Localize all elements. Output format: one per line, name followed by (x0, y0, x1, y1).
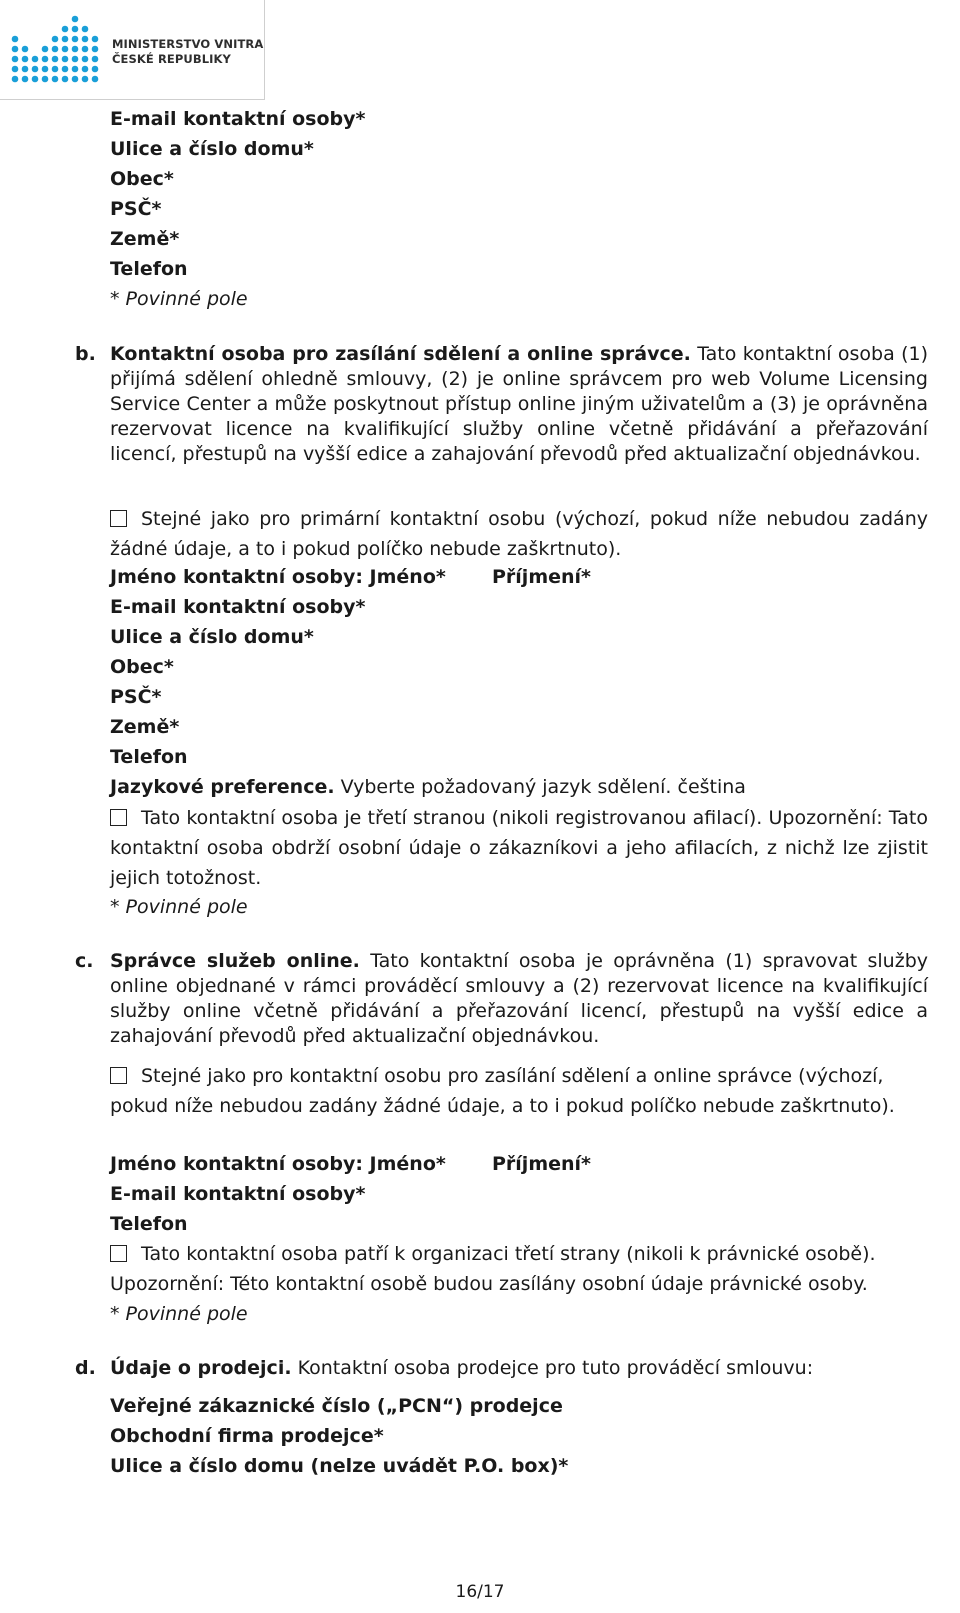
field-city: Obec* (110, 168, 174, 190)
logo-dots-icon (10, 14, 102, 84)
section-c-paragraph (110, 949, 928, 1049)
required-note: * Povinné pole (110, 896, 248, 918)
logo-text (112, 37, 263, 67)
required-note: * Povinné pole (110, 1303, 248, 1325)
field-reseller-street: Ulice a číslo domu (nelze uvádět P.O. box)* (110, 1455, 569, 1477)
field-email: E-mail kontaktní osoby* (110, 1183, 366, 1205)
section-marker-b: b. (75, 343, 96, 365)
field-reseller-company: Obchodní firma prodejce* (110, 1425, 384, 1447)
name-label: Jméno kontaktní osoby: Jméno* (110, 1153, 446, 1175)
logo-line-2: ČESKÉ REPUBLIKY (112, 52, 231, 66)
field-street: Ulice a číslo domu* (110, 626, 314, 648)
third-party-option (110, 1242, 876, 1266)
section-c-same-option (110, 1061, 910, 1121)
section-b-title: Kontaktní osoba pro zasílání sdělení a online správce. (110, 343, 691, 365)
same-as-notices-checkbox[interactable] (110, 1067, 127, 1084)
field-phone: Telefon (110, 258, 188, 280)
section-marker-d: d. (75, 1357, 96, 1379)
field-zip: PSČ* (110, 686, 162, 708)
section-b-text: Tato kontaktní osoba (1) přijímá sdělení ohledně smlouvy, (2) je online správcem pro web Volume Licensing Service Center a může poskytnout přístup online jiným uživatelům a (3) je oprávněna rezervovat licence na kvalifikující služby online včetně přidávání a přeřazování licencí, přestupů na vyšší edice a zahajování převodů před aktualizační objednávkou. (110, 343, 929, 465)
surname-label: Příjmení* (492, 1153, 591, 1175)
third-party-checkbox[interactable] (110, 809, 127, 826)
page-number: 16/17 (455, 1582, 505, 1602)
section-c-title: Správce služeb online. (110, 950, 360, 972)
language-label: Jazykové preference. (110, 776, 335, 798)
field-city: Obec* (110, 656, 174, 678)
field-email: E-mail kontaktní osoby* (110, 596, 366, 618)
name-label: Jméno kontaktní osoby: Jméno* (110, 566, 446, 588)
field-phone: Telefon (110, 1213, 188, 1235)
field-phone: Telefon (110, 746, 188, 768)
required-note: * Povinné pole (110, 288, 248, 310)
same-as-primary-label: Stejné jako pro primární kontaktní osobu (výchozí, pokud níže nebudou zadány žádné údaje, a to i pokud políčko nebude zaškrtnuto). (110, 508, 928, 560)
section-d-title: Údaje o prodejci. (110, 1357, 292, 1379)
language-preference (110, 775, 746, 799)
language-value[interactable]: čeština (677, 776, 746, 798)
third-party-option (110, 803, 928, 893)
section-b-same-option (110, 504, 928, 564)
field-street: Ulice a číslo domu* (110, 138, 314, 160)
third-party-label: Tato kontaktní osoba patří k organizaci třetí strany (nikoli k právnické osobě). (141, 1243, 876, 1265)
third-party-warning: Upozornění: Této kontaktní osobě budou zasílány osobní údaje právnické osoby. (110, 1273, 868, 1295)
third-party-label: Tato kontaktní osoba je třetí stranou (nikoli registrovanou afilací). Upozornění: Tato kontaktní osoba obdrží osobní údaje o zákazníkovi a jeho afilacích, z nichž lze zjistit jejich totožnost. (110, 807, 928, 889)
ministry-logo (0, 0, 265, 100)
field-reseller-pcn: Veřejné zákaznické číslo („PCN“) prodejce (110, 1395, 563, 1417)
field-country: Země* (110, 716, 180, 738)
field-zip: PSČ* (110, 198, 162, 220)
language-text: Vyberte požadovaný jazyk sdělení. (340, 776, 672, 798)
section-c-text: Tato kontaktní osoba je oprávněna (1) spravovat služby online objednané v rámci prováděcí smlouvy a (2) rezervovat licence na kvalifikující služby online včetně přidávání a přeřazování licencí, přestupů na vyšší edice a zahajování převodů před aktualizační objednávkou. (110, 950, 928, 1047)
surname-label: Příjmení* (492, 566, 591, 588)
logo-line-1: MINISTERSTVO VNITRA (112, 37, 264, 51)
same-as-primary-checkbox[interactable] (110, 510, 127, 527)
same-as-notices-label: Stejné jako pro kontaktní osobu pro zasílání sdělení a online správce (výchozí, pokud níže nebudou zadány žádné údaje, a to i pokud políčko nebude zaškrtnuto). (110, 1065, 895, 1117)
section-marker-c: c. (75, 950, 94, 972)
section-d-text: Kontaktní osoba prodejce pro tuto prováděcí smlouvu: (297, 1357, 814, 1379)
third-party-checkbox[interactable] (110, 1245, 127, 1262)
section-d-heading (110, 1356, 813, 1380)
section-b-paragraph (110, 342, 928, 467)
field-email: E-mail kontaktní osoby* (110, 108, 366, 130)
field-country: Země* (110, 228, 180, 250)
